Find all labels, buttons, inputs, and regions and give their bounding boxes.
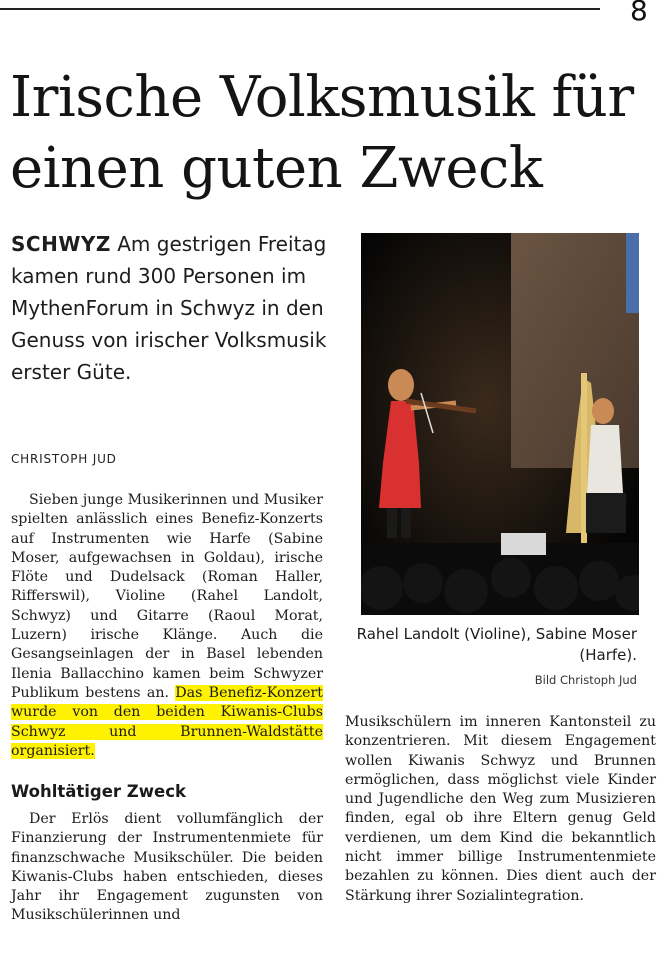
byline: CHRISTOPH JUD [11,452,117,466]
highlighted-sentence: Das Benefiz-Konzert wurde von den beiden Kiwanis-Clubs Schwyz und Brunnen-Waldstätte organisiert. [11,684,323,759]
photo-credit: Bild Christoph Jud [534,673,637,687]
lead-paragraph [11,228,341,388]
body-paragraph-1 [11,491,323,761]
subheading: Wohltätiger Zweck [11,782,186,801]
body-paragraph-2-part-1: Der Erlös dient vollumfänglich der Finanzierung der Instrumentenmiete für finanzschwache Musikschüler. Die beiden Kiwanis-Clubs haben entschieden, dieses Jahr ihr Engagement zugunsten von Musikschülerinnen und [11,811,323,924]
concert-photo [361,233,639,615]
lead-dateline: SCHWYZ [11,232,111,256]
page-number: 8 [630,0,648,27]
headline: Irische Volksmusik für einen guten Zweck [10,65,634,201]
top-rule [0,8,600,10]
lead-text: Am gestrigen Freitag kamen rund 300 Personen im MythenForum in Schwyz in den Genuss von irischer Volksmusik erster Güte. [11,232,327,384]
body-paragraph-2-part-2: Musikschülern im inneren Kantonsteil zu konzentrieren. Mit diesem Engagement wollen Kiwanis Schwyz und Brunnen ermöglichen, dass möglichst viele Kinder und Jugendliche den Weg zum Musizieren finden, egal ob ihre Eltern genug Geld verdienen, um dem Kind die bekanntlich nicht immer billige Instrumentenmiete bezahlen zu können. Dies dient auch der Stärkung ihrer Sozialintegration. [345,714,656,904]
concert-photo-illustration [361,233,639,615]
paragraph-1-text: Sieben junge Musikerinnen und Musiker spielten anlässlich eines Benefiz-Konzerts auf Instrumenten wie Harfe (Sabine Moser, aufgewachsen in Goldau), irische Flöte und Dudelsack (Roman Haller, Rifferswil), Violine (Rahel Landolt, Schwyz) und Gitarre (Raoul Morat, Luzern) irische Klänge. Auch die Gesangseinlagen der in Basel lebenden Ilenia Ballacchino kamen beim Schwyzer Publikum bestens an. [11,492,323,701]
photo-caption: Rahel Landolt (Violine), Sabine Moser (Harfe). [356,625,637,664]
